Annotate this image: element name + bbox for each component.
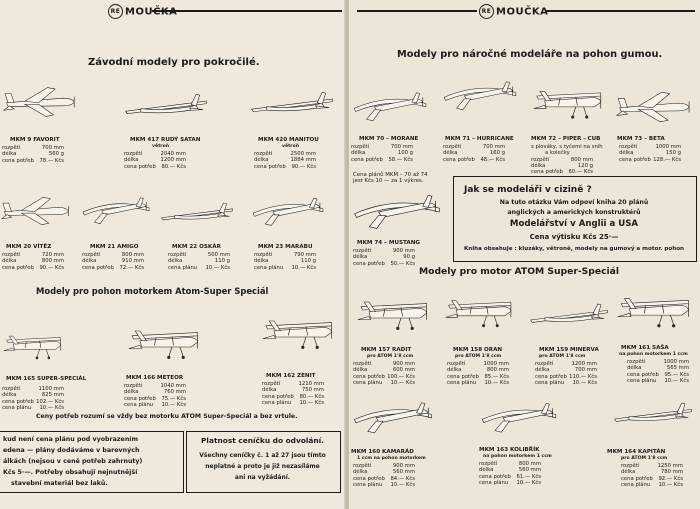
model-label: MKM 165 SUPER-SPECIÁL	[6, 376, 87, 382]
spec-value: 10.— Kčs	[516, 479, 541, 486]
spec-value: 84.— Kčs	[390, 475, 415, 482]
spec-key: rozpětí	[353, 463, 372, 469]
spec-value: 1200 mm	[571, 361, 597, 367]
spec-value: 78.— Kčs	[39, 157, 64, 164]
model-specs	[168, 252, 230, 271]
spec-key: cena potřeb	[254, 163, 286, 170]
spec-value: 10.— Kčs	[291, 264, 316, 271]
model-specs	[447, 361, 509, 386]
spec-value: 100 g	[397, 150, 413, 157]
spec-key: délka	[443, 150, 458, 157]
model-label: MKM 166 METEOR	[126, 375, 184, 381]
plane-piper-cub-icon	[529, 78, 607, 128]
spec-key: rozpětí	[124, 151, 143, 157]
spec-key: cena potřeb	[2, 398, 34, 405]
model-subtitle: 1 ccm na pohon motorkem	[357, 456, 426, 461]
plane-vitez-icon	[0, 186, 72, 236]
spec-key: cena plánu	[168, 264, 198, 271]
spec-key: rozpětí	[353, 248, 372, 254]
spec-key: cena potřeb	[535, 373, 567, 380]
spec-value: 1210 mm	[298, 381, 324, 387]
spec-value: 120 g	[577, 162, 593, 169]
plane-rudy-satan-icon	[124, 86, 208, 128]
plane-minerva-icon	[529, 292, 609, 340]
spec-key: cena potřeb	[2, 157, 34, 164]
spec-value: 95.— Kčs	[664, 371, 689, 378]
book-contents: Kniha obsahuje : kluzáky, větroně, modely na gumový a motor. pohon	[463, 246, 685, 252]
plane-radit-icon	[353, 288, 433, 340]
spec-value: 110.— Kčs	[569, 373, 597, 380]
spec-key: cena potřeb	[353, 475, 385, 482]
spec-key: cena plánu	[535, 379, 565, 386]
spec-value: 700 mm	[574, 367, 597, 374]
spec-value: 800 mm	[518, 461, 541, 467]
model-specs	[619, 144, 681, 163]
spec-key: cena plánu	[254, 264, 284, 271]
spec-value: 80.— Kčs	[161, 163, 186, 170]
spec-key: délka	[124, 157, 139, 164]
section-title-rubber-models: Modely pro náročné modeláře na pohon gumou.	[397, 49, 663, 60]
info-line: kud není cena plánu pod vyobrazením	[3, 436, 139, 443]
spec-value: 60.— Kčs	[568, 169, 593, 176]
spec-key: délka	[124, 389, 139, 396]
spec-value: 72.— Kčs	[119, 264, 144, 271]
spec-value: 800 mm	[41, 258, 64, 265]
spec-value: 10.— Kčs	[390, 481, 415, 488]
spec-key: délka	[254, 258, 269, 265]
model-specs	[353, 463, 415, 488]
book-advert-title: Jak se modeláři v cizině ?	[464, 185, 592, 195]
book-advert-box	[453, 176, 697, 262]
model-specs	[353, 361, 415, 386]
spec-key: cena potřeb	[619, 156, 651, 163]
spec-key: rozpětí	[124, 383, 143, 389]
spec-key: délka	[447, 367, 462, 374]
section-title-atom-models: Modely pro pohon motorkem Atom-Super Speciál	[36, 286, 269, 296]
model-label: MKM 157 RADIT	[361, 347, 412, 353]
spec-key: rozpětí	[447, 361, 466, 367]
plane-mustang-icon	[351, 186, 443, 236]
spec-value: 1884 mm	[290, 157, 316, 164]
validity-line: neplatné a proto je již nezasíláme	[205, 463, 320, 470]
spec-value: 48.— Kčs	[480, 156, 505, 163]
spec-key: rozpětí	[2, 145, 21, 151]
spec-key: rozpětí	[262, 381, 281, 387]
plane-morane-icon	[351, 80, 429, 132]
spec-value: 910 mm	[121, 258, 144, 265]
model-label: MKM 159 MINERVA	[539, 347, 599, 353]
spec-key: rozpětí	[2, 386, 21, 392]
model-subtitle: pro ATOM 1'8 ccm	[455, 354, 502, 359]
model-specs	[254, 151, 316, 170]
spec-key: cena potřeb	[621, 475, 653, 482]
spec-key: délka	[254, 157, 269, 164]
model-label: MKM 164 KAPITÁN	[607, 449, 666, 455]
model-specs	[124, 383, 186, 408]
spec-value: 1000 mm	[663, 359, 689, 365]
section-title-racing-models: Závodní modely pro pokročilé.	[88, 57, 260, 68]
spec-value: 800 mm	[121, 252, 144, 258]
spec-key: cena potřeb	[443, 156, 475, 163]
spec-key: cena potřeb	[479, 473, 511, 480]
model-subtitle: pro ATOM 1'8 ccm	[539, 354, 586, 359]
spec-value: 128.— Kčs	[653, 156, 681, 163]
spec-key: cena potřeb	[627, 371, 659, 378]
spec-key: cena plánu	[124, 401, 154, 408]
spec-value: 110 g	[214, 258, 230, 265]
spec-key: rozpětí	[2, 252, 21, 258]
plan-price-line: Cena plánů MKM – 70 až 74	[353, 172, 428, 178]
spec-value: 780 mm	[660, 469, 683, 476]
spec-value: 800 mm	[486, 367, 509, 374]
spec-value: 560 mm	[518, 467, 541, 474]
spec-key: cena potřeb	[82, 264, 114, 271]
spec-key: cena plánu	[353, 481, 383, 488]
spec-value: 100.— Kčs	[387, 373, 415, 380]
spec-value: 10.— Kčs	[161, 401, 186, 408]
plan-price-line: jest Kčs 10 — za 1 výkres.	[353, 178, 424, 185]
spec-key: cena plánu	[627, 377, 657, 384]
spec-value: 90.— Kčs	[39, 264, 64, 271]
spec-key: cena plánu	[353, 379, 383, 386]
spec-value: 1040 mm	[160, 383, 186, 389]
book-title: Modelářství v Anglii a USA	[509, 219, 639, 229]
spec-key: cena plánu	[447, 379, 477, 386]
plane-amigo-icon	[80, 182, 152, 238]
plane-kapitan-icon	[613, 392, 693, 438]
book-advert-line: anglických a amerických konstruktérů	[507, 209, 641, 216]
model-label: MKM 420 MANITOU	[258, 137, 319, 143]
spec-value: 700 mm	[390, 144, 413, 150]
spec-value: 790 mm	[293, 252, 316, 258]
spec-key: rozpětí	[619, 144, 638, 150]
spec-key: cena potřeb	[353, 373, 385, 380]
spec-key: délka	[2, 151, 17, 158]
model-specs	[351, 144, 413, 163]
spec-value: 110 g	[300, 258, 316, 265]
info-line: Kčs 5·—. Potřeby obsahují nejnutnější	[3, 469, 138, 476]
spec-key: cena potřeb	[262, 393, 294, 400]
model-subtitle: pro ATOM 1'8 ccm	[621, 456, 668, 461]
spec-key: rozpětí	[254, 151, 273, 157]
section-note: Ceny potřeb rozumí se vždy bez motorku ATOM Super-Speciál a bez vrtule.	[36, 413, 298, 420]
plane-marabu-icon	[250, 184, 326, 238]
spec-value: 600 mm	[392, 367, 415, 374]
plane-oran-icon	[441, 284, 517, 340]
spec-value: 150 g	[665, 150, 681, 157]
spec-key: délka	[351, 150, 366, 157]
header-rule	[357, 10, 477, 12]
spec-key: rozpětí	[621, 463, 640, 469]
left-page	[0, 0, 346, 509]
info-line: stavební materiál bez laků.	[11, 480, 108, 487]
model-subtitle: na pohon motorkem 1 ccm	[619, 352, 688, 357]
spec-key: cena potřeb	[353, 260, 385, 267]
spec-key: rozpětí	[353, 361, 372, 367]
spec-value: 10.— Kčs	[484, 379, 509, 386]
spec-value: 92.— Kčs	[658, 475, 683, 482]
section-title-atom-models-right: Modely pro motor ATOM Super-Speciál	[419, 266, 620, 277]
spec-key: rozpětí	[443, 144, 462, 150]
spec-key: délka	[82, 258, 97, 265]
model-specs	[2, 386, 64, 411]
header-rule	[545, 10, 695, 12]
spec-key: a kolečky	[545, 150, 570, 157]
spec-value: 85.— Kčs	[484, 373, 509, 380]
spec-value: 102.— Kčs	[36, 398, 64, 405]
model-label: MKM 417 RUDÝ SATAN	[130, 137, 201, 143]
spec-key: cena plánu	[2, 404, 32, 411]
info-line: álkách (nejsou v ceně potřeb zahrnuty)	[3, 458, 143, 465]
spec-key: cena potřeb	[351, 156, 383, 163]
spec-value: 2500 mm	[290, 151, 316, 157]
spec-value: 825 mm	[41, 392, 64, 399]
plane-meteor-icon	[124, 318, 204, 368]
model-specs	[627, 359, 689, 384]
model-label: MKM 72 – PIPER - CUB	[531, 136, 601, 142]
spec-key: rozpětí	[351, 144, 370, 150]
spec-value: 80.— Kčs	[299, 393, 324, 400]
model-label: MKM 158 ORAN	[453, 347, 503, 353]
spec-value: 61.— Kčs	[516, 473, 541, 480]
validity-box	[186, 431, 341, 493]
spec-value: 160 g	[489, 150, 505, 157]
spec-value: 90.— Kčs	[291, 163, 316, 170]
spec-value: 75.— Kčs	[161, 395, 186, 402]
book-advert-line: Na tuto otázku Vám odpoví kniha 20 plánů	[499, 199, 649, 206]
spec-key: rozpětí	[535, 361, 554, 367]
model-label: MKM 74 – MUSTANG	[357, 240, 421, 246]
spec-key: délka	[627, 365, 642, 372]
spec-key: délka	[353, 254, 368, 261]
spec-key: cena potřeb	[531, 169, 563, 176]
plane-zenit-icon	[258, 300, 338, 366]
spec-key: rozpětí	[479, 461, 498, 467]
brand-name: MOUČKA	[125, 6, 178, 18]
spec-value: 50.— Kčs	[390, 260, 415, 267]
spec-key: rozpětí	[627, 359, 646, 365]
spec-key: délka	[262, 387, 277, 394]
spec-key: délka	[535, 367, 550, 374]
spec-value: 10.— Kčs	[299, 399, 324, 406]
spec-key: délka	[621, 469, 636, 476]
plane-kamarad-icon	[351, 392, 435, 442]
model-subtitle: větroň	[152, 144, 169, 149]
spec-key: cena potřeb	[124, 395, 156, 402]
spec-value: 750 mm	[301, 387, 324, 394]
spec-value: 1000 mm	[483, 361, 509, 367]
spec-value: 565 mm	[666, 365, 689, 372]
model-specs	[535, 361, 597, 386]
plane-manitou-icon	[250, 84, 334, 126]
spec-value: 800 mm	[570, 156, 593, 163]
plane-hurricane-icon	[441, 66, 519, 124]
spec-value: 2040 mm	[160, 151, 186, 157]
book-price: Cena výtisku Kčs 25·—	[529, 233, 619, 241]
spec-key: cena plánu	[621, 481, 651, 488]
spec-value: 1000 mm	[655, 144, 681, 150]
plane-oskar-icon	[160, 190, 234, 238]
spec-key: rozpětí	[82, 252, 101, 258]
brand-header-right	[479, 4, 548, 19]
model-label: MKM 20 VÍTĚZ	[6, 244, 52, 250]
model-specs	[353, 248, 415, 267]
spec-key: rozpětí	[168, 252, 187, 258]
spec-value: 10.— Kčs	[39, 404, 64, 411]
model-label: MKM 21 AMIGO	[90, 244, 139, 250]
spec-value: 58.— Kčs	[388, 156, 413, 163]
model-specs	[124, 151, 186, 170]
spec-key: s plováky, s tyčemi na sníh	[531, 144, 603, 150]
spec-key: délka	[531, 162, 546, 169]
spec-value: 1200 mm	[160, 157, 186, 164]
model-label: MKM 23 MARABU	[258, 244, 313, 250]
spec-key: délka	[619, 150, 634, 157]
spec-key: délka	[353, 367, 368, 374]
model-label: MKM 71 – HURRICANE	[445, 136, 514, 142]
plan-price-note	[353, 172, 428, 185]
model-specs	[2, 252, 64, 271]
model-label: MKM 9 FAVORIT	[10, 137, 60, 143]
model-specs	[443, 144, 505, 163]
model-label: MKM 161 SAŠA	[621, 345, 669, 351]
model-subtitle: na pohon motorkem 1 ccm	[483, 454, 552, 459]
spec-key: rozpětí	[254, 252, 273, 258]
spec-value: 900 mm	[392, 248, 415, 254]
plane-favorit-icon	[2, 76, 78, 128]
spec-value: 10.— Kčs	[390, 379, 415, 386]
spec-key: cena potřeb	[447, 373, 479, 380]
plane-kolibrik-icon	[479, 392, 559, 442]
spec-key: délka	[2, 392, 17, 399]
plans-info-box	[0, 431, 184, 493]
spec-value: 900 mm	[392, 463, 415, 469]
spec-value: 1250 mm	[657, 463, 683, 469]
info-line: edena — plány dodáváme v barevných	[3, 447, 140, 454]
plane-sasa-icon	[613, 282, 695, 340]
model-specs	[2, 145, 64, 164]
model-label: MKM 162 ZENIT	[266, 373, 316, 379]
spec-value: 90 g	[403, 254, 415, 261]
plane-super-special-icon	[0, 322, 66, 370]
model-label: MKM 73 – BETA	[617, 136, 665, 142]
spec-value: 700 mm	[41, 145, 64, 151]
model-label: MKM 163 KOLIBŘÍK	[479, 447, 540, 453]
model-specs	[262, 381, 324, 406]
spec-value: 500 mm	[207, 252, 230, 258]
brand-name: MOUČKA	[496, 6, 549, 18]
spec-value: 10.— Kčs	[664, 377, 689, 384]
spec-value: 10.— Kčs	[572, 379, 597, 386]
brand-logo-icon: RE	[479, 4, 494, 19]
brand-logo-icon: RE	[108, 4, 123, 19]
validity-line: ani na vyžádání.	[234, 474, 291, 481]
model-subtitle: pro ATOM 1'8 ccm	[367, 354, 414, 359]
spec-key: rozpětí	[531, 156, 550, 163]
model-specs	[82, 252, 144, 271]
model-specs	[621, 463, 683, 488]
validity-title: Platnost ceníčku do odvolání.	[201, 436, 324, 445]
spec-key: cena plánu	[262, 399, 292, 406]
spec-value: 720 mm	[41, 252, 64, 258]
model-specs	[479, 461, 541, 486]
spec-value: 560 g	[48, 151, 64, 158]
spec-key: délka	[2, 258, 17, 265]
spec-key: cena potřeb	[2, 264, 34, 271]
spec-key: délka	[168, 258, 183, 265]
model-specs	[531, 144, 611, 175]
spec-value: 700 mm	[482, 144, 505, 150]
spec-value: 900 mm	[392, 361, 415, 367]
plane-beta-icon	[615, 82, 693, 132]
right-page	[349, 0, 700, 509]
spec-value: 10.— Kčs	[658, 481, 683, 488]
header-rule	[152, 10, 342, 12]
model-specs	[254, 252, 316, 271]
spec-key: délka	[479, 467, 494, 474]
spec-key: délka	[353, 469, 368, 476]
model-label: MKM 160 KAMARÁD	[351, 449, 414, 455]
spec-key: cena plánu	[479, 479, 509, 486]
spec-value: 1100 mm	[38, 386, 64, 392]
spec-value: 10.— Kčs	[205, 264, 230, 271]
model-label: MKM 22 OSKÁR	[172, 244, 221, 250]
spec-key: cena potřeb	[124, 163, 156, 170]
spec-value: 760 mm	[163, 389, 186, 396]
model-label: MKM 70 – MORANE	[359, 136, 419, 142]
validity-line: Všechny ceníčky č. 1 až 27 jsou tímto	[199, 452, 326, 459]
model-subtitle: větroň	[282, 144, 299, 149]
spec-value: 560 mm	[392, 469, 415, 476]
